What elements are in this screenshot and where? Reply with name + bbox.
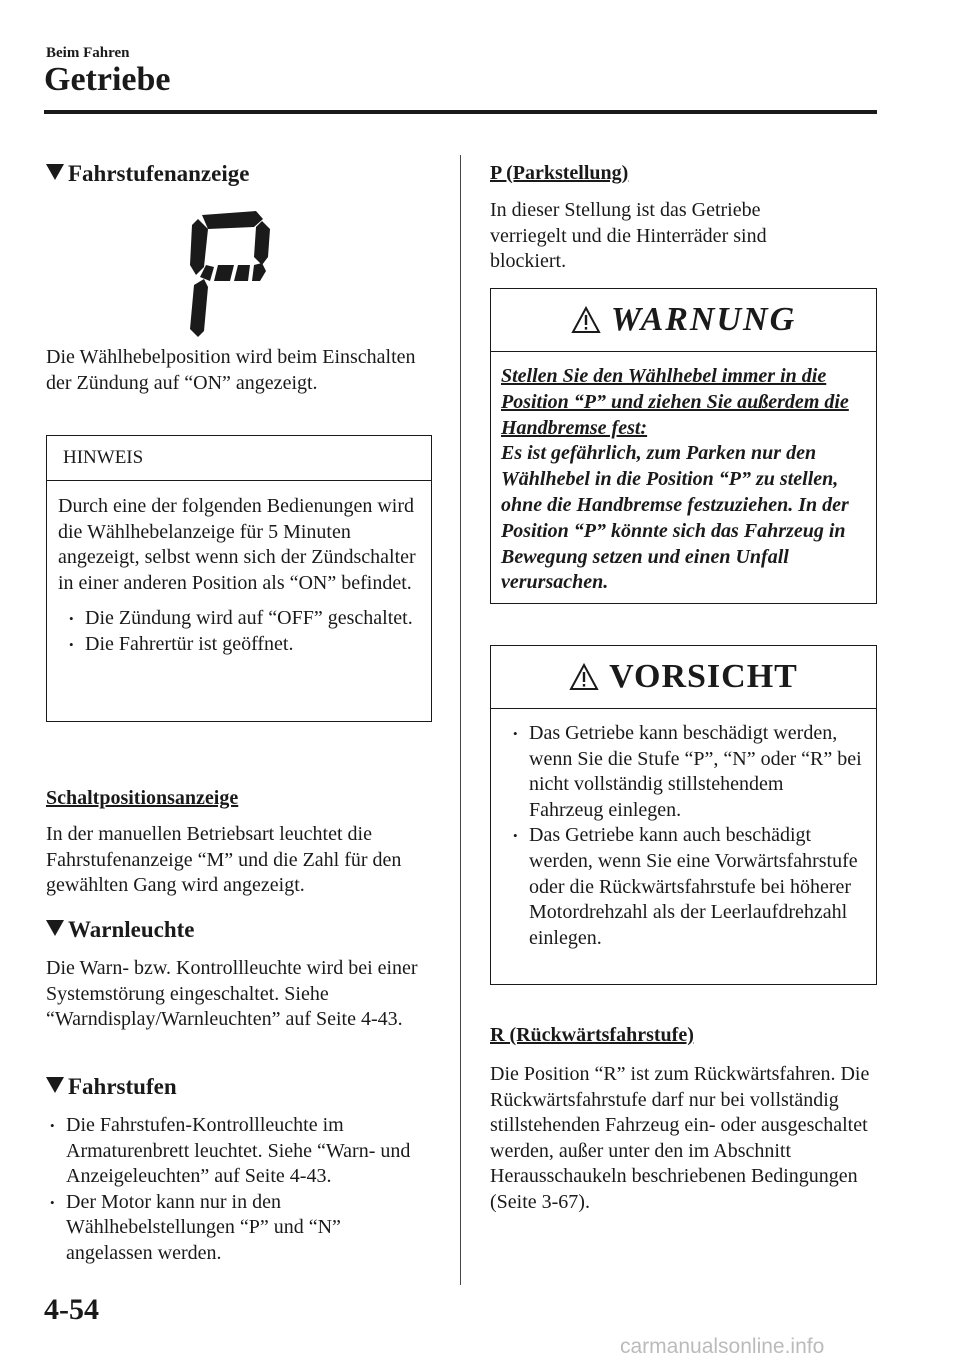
warnung-title: WARNUNG [610, 301, 797, 338]
list-item: • Der Motor kann nur in den Wählhebelstellungen “P” und “N” angelassen werden. [42, 1190, 422, 1267]
warnung-text: Es ist gefährlich, zum Parken nur den Wählhebel in die Position “P” zu stellen, ohne die Handbremse festzuziehen. In der Position “P” könnte sich das Fahrzeug in Bewegung setzen und einen Unfall verursachen. [501, 442, 849, 594]
warnung-box [490, 288, 877, 604]
hinweis-list [47, 596, 431, 657]
hinweis-box [46, 435, 432, 722]
segment-mid-4 [252, 263, 266, 281]
title-divider [44, 110, 877, 114]
caution-triangle-icon [569, 663, 599, 691]
segment-mid-3 [234, 265, 250, 281]
triangle-bullet-icon [46, 164, 64, 180]
segment-mid-2 [214, 265, 234, 281]
section-heading-text: Fahrstufenanzeige [68, 161, 250, 186]
section-heading-fahrstufenanzeige [46, 160, 249, 188]
list-item: • Die Zündung wird auf “OFF” geschaltet. [61, 606, 421, 632]
schaltpositionsanzeige-text: In der manuellen Betriebsart leuchtet die Fahrstufenanzeige “M” und die Zahl für den gewählten Gang wird angezeigt. [46, 823, 402, 897]
vorsicht-box [490, 645, 877, 985]
segment-top [202, 211, 263, 229]
column-divider [460, 155, 461, 1285]
subheading-schaltpositionsanzeige: Schaltpositionsanzeige [46, 787, 239, 809]
list-item: • Die Fahrertür ist geöffnet. [61, 632, 421, 658]
hinweis-title: HINWEIS [47, 436, 431, 481]
triangle-bullet-icon [46, 920, 64, 936]
page-title: Getriebe [44, 61, 171, 98]
segment-upper-right [254, 221, 270, 265]
fahrstufenanzeige-text: Die Wählhebelposition wird beim Einschalten der Zündung auf “ON” angezeigt. [46, 346, 416, 394]
section-heading-fahrstufen [46, 1073, 177, 1101]
parkstellung-text: In dieser Stellung ist das Getriebe verriegelt und die Hinterräder sind blockiert. [490, 199, 767, 273]
hinweis-text: Durch eine der folgenden Bedienungen wird die Wählhebelanzeige für 5 Minuten angezeigt, selbst wenn sich der Zündschalter in einer anderen Position als “ON” befindet. [58, 495, 416, 594]
section-heading-warnleuchte [46, 916, 195, 944]
watermark: carmanualsonline.info [620, 1335, 825, 1358]
list-item: • Das Getriebe kann beschädigt werden, wenn Sie die Stufe “P”, “N” oder “R” bei nicht vollständig stillstehendem Fahrzeug einlegen. [505, 721, 862, 823]
section-heading-text: Warnleuchte [68, 917, 195, 942]
chapter-label: Beim Fahren [46, 45, 130, 61]
vorsicht-list [491, 709, 876, 951]
vorsicht-title: VORSICHT [609, 658, 798, 695]
subheading-rueckwaertsfahrstufe: R (Rückwärtsfahrstufe) [490, 1024, 694, 1046]
warnung-header [491, 289, 876, 352]
segment-lower-left [190, 279, 208, 337]
warnung-underlined-text: Stellen Sie den Wählhebel immer in die Position “P” und ziehen Sie außerdem die Handbremse fest: [501, 365, 849, 439]
warning-triangle-icon [571, 306, 601, 334]
list-item: • Das Getriebe kann auch beschädigt werden, wenn Sie eine Vorwärtsfahrstufe oder die Rückwärtsfahrstufe bei höherer Motordrehzahl als der Leerlaufdrehzahl einlegen. [505, 823, 862, 951]
fahrstufen-list [42, 1113, 422, 1267]
subheading-parkstellung: P (Parkstellung) [490, 162, 629, 184]
triangle-bullet-icon [46, 1077, 64, 1093]
section-heading-text: Fahrstufen [68, 1074, 177, 1099]
vorsicht-header [491, 646, 876, 709]
gear-display-p-image [190, 205, 290, 340]
page-number: 4-54 [44, 1293, 99, 1326]
list-item: • Die Fahrstufen-Kontrollleuchte im Armaturenbrett leuchtet. Siehe “Warn- und Anzeigeleuchten” auf Seite 4-43. [42, 1113, 422, 1190]
rueckwaertsfahrstufe-text: Die Position “R” ist zum Rückwärtsfahren. Die Rückwärtsfahrstufe darf nur bei vollständig stillstehenden Fahrzeug ein- oder ausgeschaltet werden, außer unter den im Abschnitt Herausschaukeln beschriebenen Bedingungen (Seite 3-67). [490, 1063, 870, 1213]
warnleuchte-text: Die Warn- bzw. Kontrollleuchte wird bei einer Systemstörung eingeschaltet. Siehe “Warndisplay/Warnleuchten” auf Seite 4-43. [46, 957, 418, 1031]
